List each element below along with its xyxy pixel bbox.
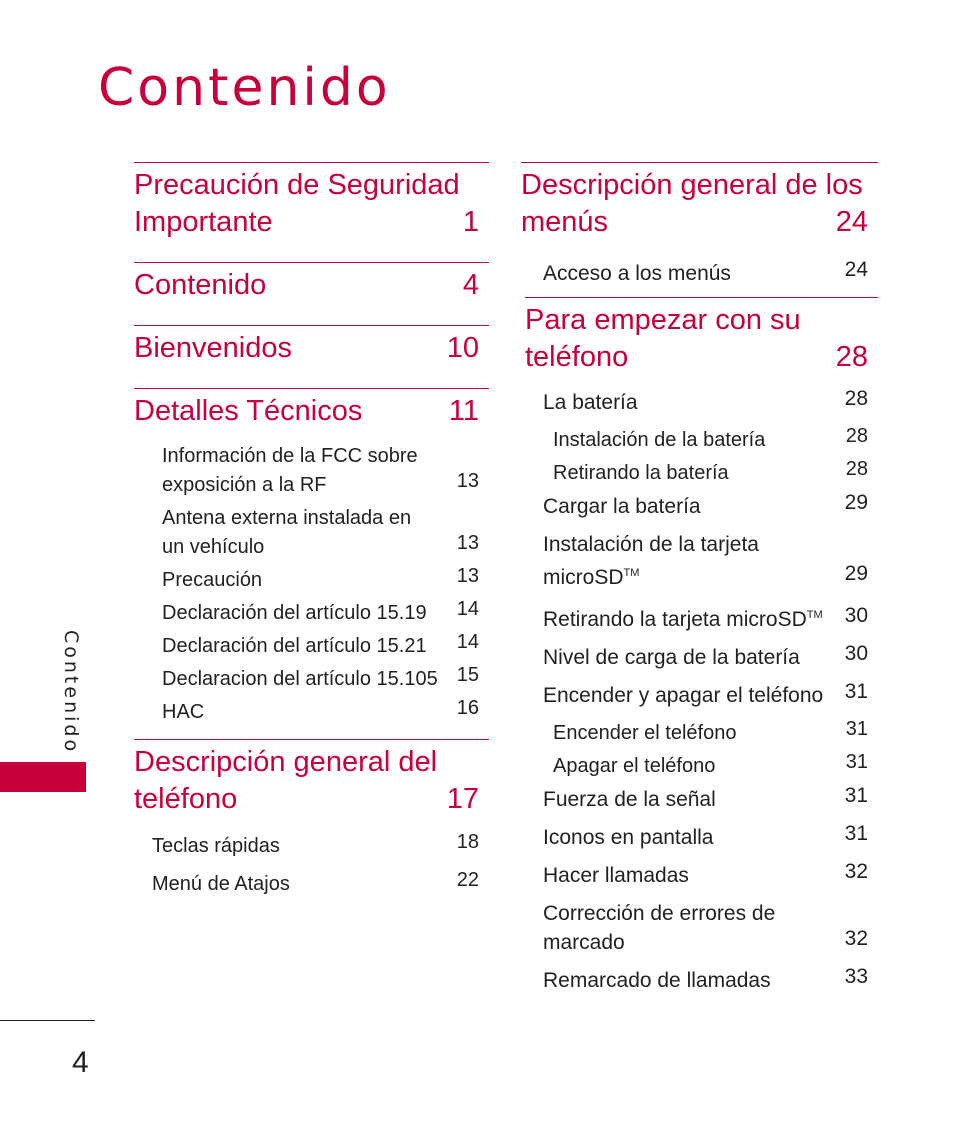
toc-entry-line: marcado	[543, 931, 625, 954]
toc-page-number: 13	[456, 470, 479, 492]
toc-entry-line: teléfono	[525, 341, 629, 373]
toc-entry[interactable]	[134, 870, 489, 899]
toc-page-number: 13	[456, 565, 479, 587]
toc-page-number: 30	[844, 604, 868, 627]
toc-page-number: 24	[835, 206, 868, 238]
toc-page-number: 33	[844, 965, 868, 988]
toc-page-number: 29	[844, 562, 868, 585]
toc-entry-line: Instalación de la batería	[553, 429, 766, 451]
toc-section-heading[interactable]	[134, 262, 489, 325]
toc-entry[interactable]	[521, 785, 878, 814]
toc-entry-text	[553, 426, 878, 455]
trademark-mark: TM	[806, 609, 823, 621]
toc-entry-line: Acceso a los menús	[543, 262, 731, 285]
toc-entry[interactable]	[521, 259, 878, 288]
toc-entry[interactable]	[521, 823, 878, 852]
toc-subentry[interactable]	[521, 426, 878, 455]
toc-entry-text	[134, 393, 489, 430]
toc-entry[interactable]	[521, 966, 878, 995]
toc-subentry[interactable]	[134, 566, 489, 595]
trademark-mark: TM	[623, 567, 640, 579]
toc-entry-text	[521, 167, 878, 241]
toc-entry[interactable]	[521, 643, 878, 672]
toc-entry-line: Hacer llamadas	[543, 864, 689, 887]
toc-entry-text	[152, 832, 489, 861]
toc-page-number: 28	[845, 458, 868, 480]
toc-entry-text	[543, 681, 878, 710]
toc-entry[interactable]	[521, 601, 878, 634]
toc-entry-line: Instalación de la tarjeta	[543, 533, 759, 556]
toc-entry-text	[543, 823, 878, 852]
toc-entry-text	[134, 330, 489, 367]
toc-subentry[interactable]	[134, 442, 489, 500]
toc-entry-line: Información de la FCC sobre	[162, 445, 418, 467]
toc-page-number: 22	[456, 869, 479, 891]
toc-entry-line: menús	[521, 206, 609, 238]
toc-column-left	[134, 162, 489, 908]
toc-entry[interactable]	[521, 388, 878, 417]
toc-subentry[interactable]	[134, 665, 489, 694]
toc-page-number: 14	[456, 631, 479, 653]
toc-page-number: 14	[456, 598, 479, 620]
toc-section-heading[interactable]	[134, 388, 489, 442]
toc-entry-line: Precaución de Seguridad	[134, 169, 460, 201]
toc-entry-line: Bienvenidos	[134, 332, 292, 364]
toc-section-heading[interactable]	[525, 297, 878, 388]
toc-page-number: 32	[844, 927, 868, 950]
toc-entry-line: Apagar el teléfono	[553, 755, 716, 777]
toc-section-heading[interactable]	[521, 162, 878, 259]
toc-entry-text	[543, 861, 878, 890]
page-number: 4	[72, 1046, 89, 1079]
toc-entry-line: un vehículo	[162, 536, 265, 558]
toc-page-number: 17	[446, 783, 479, 815]
toc-section-heading[interactable]	[134, 739, 489, 832]
toc-subentry[interactable]	[134, 698, 489, 727]
toc-page-number: 28	[844, 387, 868, 410]
toc-page-number: 31	[844, 822, 868, 845]
toc-entry-text	[162, 442, 489, 500]
toc-entry-line: exposición a la RF	[162, 474, 327, 496]
toc-entry-line: Descripción general del	[134, 746, 438, 778]
toc-entry-line: Declaración del artículo 15.19	[162, 602, 427, 624]
toc-entry-line: Teclas rápidas	[152, 835, 280, 857]
toc-entry[interactable]	[521, 530, 878, 592]
side-section-label: Contenido	[60, 630, 82, 755]
toc-entry-line	[543, 601, 878, 634]
toc-entry-line: Fuerza de la señal	[543, 788, 716, 811]
toc-entry-line: Precaución	[162, 569, 263, 591]
footer-divider	[0, 1020, 95, 1021]
toc-entry-line-text: microSD	[543, 566, 624, 589]
toc-page-number: 30	[844, 642, 868, 665]
toc-entry-text	[543, 966, 878, 995]
toc-entry-line: Nivel de carga de la batería	[543, 646, 800, 669]
toc-subentry[interactable]	[134, 504, 489, 562]
toc-entry-text	[525, 302, 878, 376]
toc-entry-text	[162, 599, 489, 628]
section-tab-marker	[0, 762, 86, 792]
toc-entry-text	[553, 459, 878, 488]
toc-entry[interactable]	[134, 832, 489, 861]
toc-entry-line: La batería	[543, 391, 638, 414]
toc-entry-text	[162, 504, 489, 562]
toc-entry[interactable]	[521, 899, 878, 957]
toc-entry-line: teléfono	[134, 783, 238, 815]
toc-entry-text	[152, 870, 489, 899]
toc-entry-line: Remarcado de llamadas	[543, 969, 771, 992]
toc-page-number: 10	[446, 332, 479, 364]
toc-entry-text	[543, 530, 878, 592]
toc-entry-line: Retirando la batería	[553, 462, 729, 484]
toc-subentry[interactable]	[134, 599, 489, 628]
toc-subentry[interactable]	[521, 459, 878, 488]
toc-page-number: 16	[456, 697, 479, 719]
toc-subentry[interactable]	[134, 632, 489, 661]
toc-page-number: 28	[835, 341, 868, 373]
toc-subentry[interactable]	[521, 719, 878, 748]
toc-entry-line: Declaración del artículo 15.21	[162, 635, 427, 657]
toc-page-number: 15	[456, 664, 479, 686]
toc-entry-text	[543, 259, 878, 288]
toc-entry-line: Contenido	[134, 269, 267, 301]
toc-entry-line: HAC	[162, 701, 205, 723]
toc-page-number: 11	[448, 395, 479, 427]
toc-entry-line: Declaracion del artículo 15.105	[162, 668, 438, 690]
toc-entry[interactable]	[521, 681, 878, 710]
toc-page-number: 31	[844, 680, 868, 703]
toc-entry-line: Importante	[134, 206, 273, 238]
toc-entry[interactable]	[521, 861, 878, 890]
toc-section-heading[interactable]	[134, 162, 489, 262]
toc-page-number: 1	[462, 206, 479, 238]
toc-entry-text	[553, 752, 878, 781]
toc-entry-text	[162, 566, 489, 595]
toc-page-number: 13	[456, 532, 479, 554]
toc-entry-line: Para empezar con su	[525, 304, 801, 336]
toc-section-heading[interactable]	[134, 325, 489, 388]
toc-entry-line: Iconos en pantalla	[543, 826, 714, 849]
toc-entry-text	[134, 167, 489, 241]
toc-page-number: 32	[844, 860, 868, 883]
toc-entry-line: Corrección de errores de	[543, 902, 776, 925]
toc-entry-text	[543, 785, 878, 814]
toc-entry-line	[543, 559, 878, 592]
toc-page-number: 29	[844, 491, 868, 514]
toc-entry-text	[553, 719, 878, 748]
toc-entry-line-text: Retirando la tarjeta microSD	[543, 608, 807, 631]
toc-page-number: 31	[845, 751, 868, 773]
toc-entry-line: Encender el teléfono	[553, 722, 737, 744]
toc-page-number: 18	[456, 831, 479, 853]
toc-entry-line: Cargar la batería	[543, 495, 701, 518]
toc-entry[interactable]	[521, 492, 878, 521]
toc-entry-text	[162, 665, 489, 694]
toc-entry-text	[162, 632, 489, 661]
toc-entry-text	[162, 698, 489, 727]
toc-entry-line: Encender y apagar el teléfono	[543, 684, 824, 707]
toc-entry-text	[543, 388, 878, 417]
toc-entry-text	[134, 267, 489, 304]
toc-entry-line: Descripción general de los	[521, 169, 863, 201]
toc-entry-text	[543, 643, 878, 672]
toc-entry-line: Detalles Técnicos	[134, 395, 363, 427]
toc-entry-text	[543, 601, 878, 634]
toc-entry-text	[543, 492, 878, 521]
toc-entry-text	[134, 744, 489, 818]
toc-page-number: 24	[844, 258, 868, 281]
toc-entry-text	[543, 899, 878, 957]
toc-page-number: 4	[462, 269, 479, 301]
toc-page-number: 31	[844, 784, 868, 807]
toc-entry-line: Menú de Atajos	[152, 873, 290, 895]
toc-page-number: 31	[845, 718, 868, 740]
page-title: Contenido	[98, 58, 391, 118]
toc-subentry[interactable]	[521, 752, 878, 781]
toc-entry-line: Antena externa instalada en	[162, 507, 412, 529]
toc-column-right	[521, 162, 878, 1004]
toc-page-number: 28	[845, 425, 868, 447]
